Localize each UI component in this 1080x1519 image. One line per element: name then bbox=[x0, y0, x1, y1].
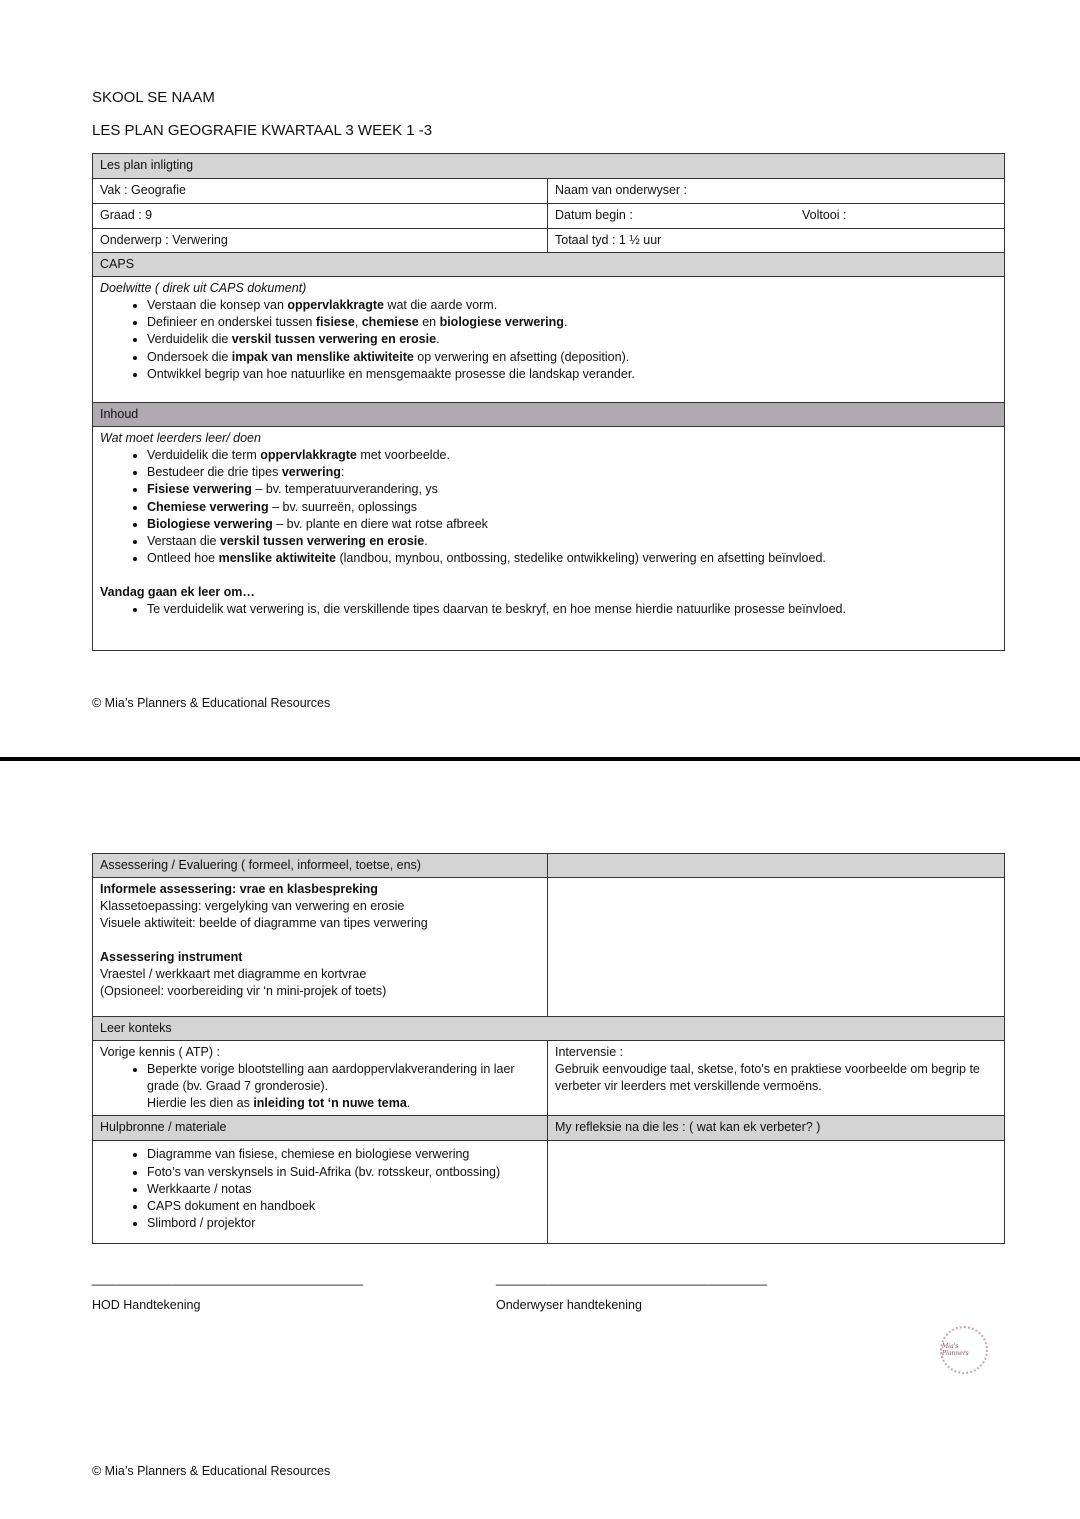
resources-list bbox=[100, 1146, 540, 1232]
logo-text: Mia's Planners bbox=[942, 1343, 969, 1357]
completed-label: Voltooi : bbox=[802, 208, 847, 222]
page-divider bbox=[0, 757, 1080, 761]
info-section-header: Les plan inligting bbox=[93, 154, 1005, 179]
content-list bbox=[100, 447, 997, 567]
assessment-instrument-label: Assessering instrument bbox=[100, 950, 243, 964]
prior-knowledge-label: Vorige kennis ( ATP) : bbox=[100, 1045, 220, 1059]
content-subtitle: Wat moet leerders leer/ doen bbox=[100, 431, 261, 445]
assessment-blank-cell bbox=[548, 878, 1005, 1017]
document-title: LES PLAN GEOGRAFIE KWARTAAL 3 WEEK 1 -3 bbox=[92, 122, 433, 139]
assessment-header: Assessering / Evaluering ( formeel, informeel, toetse, ens) bbox=[93, 854, 548, 878]
reflection-header: My refleksie na die les : ( wat kan ek verbeter? ) bbox=[548, 1116, 1005, 1141]
subject-cell: Vak : Geografie bbox=[93, 179, 548, 204]
caps-section-header: CAPS bbox=[93, 253, 1005, 277]
lesson-info-table bbox=[92, 153, 1005, 651]
caps-objectives-list bbox=[100, 297, 997, 383]
date-cell bbox=[548, 204, 1005, 229]
assessment-line: (Opsioneel: voorbereiding vir ‘n mini-projek of toets) bbox=[100, 984, 387, 998]
copyright-footer: © Mia’s Planners & Educational Resources bbox=[92, 696, 331, 710]
content-item: • Ontleed hoe menslike aktiwiteite (landbou, mynbou, ontbossing, stedelike ontwikkeling) verwering en afsetting beïnvloed. bbox=[147, 550, 997, 567]
content-item: • Chemiese verwering – bv. suurreën, oplossings bbox=[147, 499, 997, 516]
content-cell bbox=[93, 427, 1005, 651]
context-section-header: Leer konteks bbox=[93, 1017, 1005, 1041]
today-list bbox=[100, 601, 997, 618]
teacher-signature-label: Onderwyser handtekening bbox=[496, 1298, 642, 1312]
resource-item: • Werkkaarte / notas bbox=[147, 1181, 540, 1198]
note-end: . bbox=[406, 1096, 411, 1111]
content-section-header: Inhoud bbox=[93, 403, 1005, 427]
prior-knowledge-note bbox=[100, 1095, 540, 1112]
hod-signature-label: HOD Handtekening bbox=[92, 1298, 201, 1312]
content-item: • Fisiese verwering – bv. temperatuurverandering, ys bbox=[147, 481, 997, 498]
resource-item: • CAPS dokument en handboek bbox=[147, 1198, 540, 1215]
prior-knowledge-cell bbox=[93, 1041, 548, 1116]
intervention-cell bbox=[548, 1041, 1005, 1116]
caps-objective-item: • Definieer en onderskei tussen fisiese, chemiese en biologiese verwering. bbox=[147, 314, 997, 331]
date-begin-label: Datum begin : bbox=[555, 208, 633, 222]
note-bold: inleiding tot ‘n nuwe tema bbox=[253, 1096, 407, 1111]
logo bbox=[940, 1326, 988, 1374]
assessment-cell bbox=[93, 878, 548, 1017]
note-text: Hierdie les dien as bbox=[147, 1096, 254, 1111]
assessment-line: Visuele aktiwiteit: beelde of diagramme van tipes verwering bbox=[100, 916, 428, 930]
resources-header: Hulpbronne / materiale bbox=[93, 1116, 548, 1141]
resource-item: • Diagramme van fisiese, chemiese en biologiese verwering bbox=[147, 1146, 540, 1163]
resources-cell bbox=[93, 1141, 548, 1244]
caps-objective-item: • Verstaan die konsep van oppervlakkragte wat die aarde vorm. bbox=[147, 297, 997, 314]
caps-objective-item: • Verduidelik die verskil tussen verwering en erosie. bbox=[147, 331, 997, 348]
topic-cell: Onderwerp : Verwering bbox=[93, 229, 548, 253]
content-item: • Biologiese verwering – bv. plante en diere wat rotse afbreek bbox=[147, 516, 997, 533]
copyright-footer: © Mia’s Planners & Educational Resources bbox=[92, 1464, 331, 1478]
caps-objective-item: • Ontwikkel begrip van hoe natuurlike en mensgemaakte prosesse die landskap verander. bbox=[147, 366, 997, 383]
total-time-cell: Totaal tyd : 1 ½ uur bbox=[548, 229, 1005, 253]
prior-knowledge-list bbox=[100, 1061, 540, 1095]
school-name: SKOOL SE NAAM bbox=[92, 89, 215, 106]
assessment-table bbox=[92, 853, 1005, 1244]
caps-objective-item: • Ondersoek die impak van menslike aktiwiteite op verwering en afsetting (deposition). bbox=[147, 349, 997, 366]
reflection-cell bbox=[548, 1141, 1005, 1244]
hod-signature-line: _______________________________________ bbox=[92, 1272, 364, 1286]
content-item: • Verstaan die verskil tussen verwering en erosie. bbox=[147, 533, 997, 550]
intervention-text: Gebruik eenvoudige taal, sketse, foto's en praktiese voorbeelde om begrip te verbeter vir leerders met verskillende vermoëns. bbox=[555, 1062, 980, 1093]
grade-cell: Graad : 9 bbox=[93, 204, 548, 229]
assessment-header-right bbox=[548, 854, 1005, 878]
content-item: • Verduidelik die term oppervlakkragte met voorbeelde. bbox=[147, 447, 997, 464]
assessment-line: Vraestel / werkkaart met diagramme en kortvrae bbox=[100, 967, 367, 981]
caps-subtitle: Doelwitte ( direk uit CAPS dokument) bbox=[100, 281, 307, 295]
resource-item: • Slimbord / projektor bbox=[147, 1215, 540, 1232]
teacher-name-cell: Naam van onderwyser : bbox=[548, 179, 1005, 204]
assessment-line: Klassetoepassing: vergelyking van verwering en erosie bbox=[100, 899, 405, 913]
intervention-label: Intervensie : bbox=[555, 1045, 624, 1059]
informal-assessment-label: Informele assessering: vrae en klasbespreking bbox=[100, 882, 378, 896]
resource-item: • Foto’s van verskynsels in Suid-Afrika (bv. rotsskeur, ontbossing) bbox=[147, 1164, 540, 1181]
content-item: • Bestudeer die drie tipes verwering: bbox=[147, 464, 997, 481]
today-item: • Te verduidelik wat verwering is, die verskillende tipes daarvan te beskryf, en hoe mense hierdie natuurlike prosesse beïnvloed. bbox=[147, 601, 997, 618]
today-label: Vandag gaan ek leer om… bbox=[100, 585, 255, 600]
teacher-signature-line: _______________________________________ bbox=[496, 1272, 768, 1286]
caps-objectives-cell bbox=[93, 277, 1005, 403]
list-item: • Beperkte vorige blootstelling aan aardoppervlakverandering in laer grade (bv. Graad 7 gronderosie). bbox=[147, 1061, 540, 1095]
